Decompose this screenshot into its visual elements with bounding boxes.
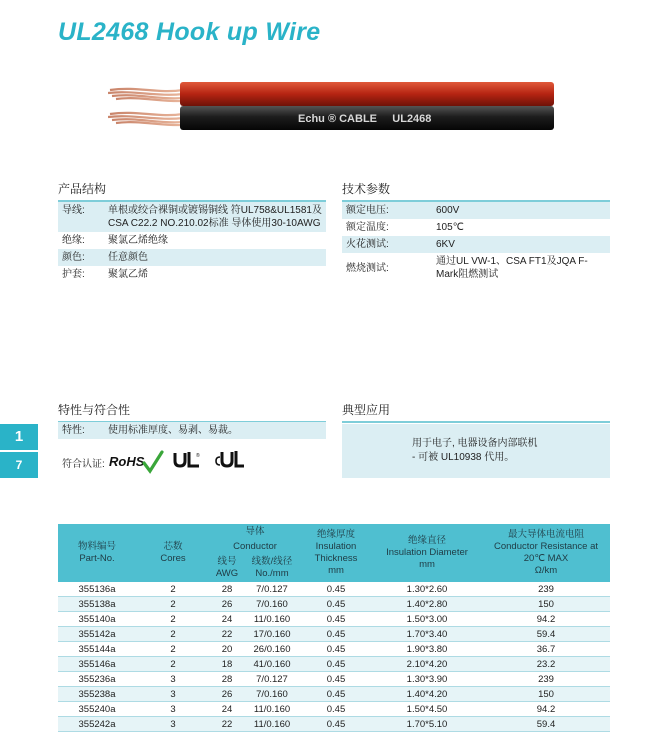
cell-cores: 2 (136, 612, 210, 627)
cul-mark-icon (214, 449, 246, 474)
header-cn: 芯数 (163, 541, 183, 552)
cell-diameter: 1.50*4.50 (372, 702, 482, 717)
cable-image (108, 80, 556, 132)
structure-heading: 产品结构 (58, 180, 326, 202)
col-diameter (372, 524, 482, 582)
row-value: 任意颜色 (108, 252, 148, 263)
col-conductor-en: Conductor (210, 540, 300, 554)
row-value: 600V (436, 205, 460, 216)
cell-cores: 2 (136, 582, 210, 597)
cell-strand: 7/0.127 (244, 582, 300, 597)
applications-heading: 典型应用 (342, 401, 610, 423)
cell-part-no: 355142a (58, 627, 136, 642)
col-awg (210, 554, 244, 582)
table-row (58, 717, 610, 732)
col-part (58, 524, 136, 582)
table-row (58, 642, 610, 657)
cell-awg: 28 (210, 582, 244, 597)
features-heading: 特性与符合性 (58, 401, 326, 423)
header-temp: 20℃ MAX (523, 553, 569, 564)
cell-diameter: 1.50*3.00 (372, 612, 482, 627)
applications-line-2: - 可被 UL10938 代用。 (412, 452, 515, 463)
cell-thickness: 0.45 (300, 687, 372, 702)
table-row (58, 597, 610, 612)
row-key: 额定温度: (346, 222, 389, 233)
cell-cores: 3 (136, 717, 210, 732)
cell-diameter: 1.90*3.80 (372, 642, 482, 657)
structure-row (58, 202, 326, 232)
cell-diameter: 1.40*2.80 (372, 597, 482, 612)
cell-part-no: 355236a (58, 672, 136, 687)
tech-row (342, 219, 610, 236)
col-resistance (482, 524, 610, 582)
cell-thickness: 0.45 (300, 597, 372, 612)
side-tab-bottom: 7 (0, 452, 38, 478)
cell-awg: 18 (210, 657, 244, 672)
cell-thickness: 0.45 (300, 702, 372, 717)
cell-resistance: 23.2 (482, 657, 610, 672)
cell-thickness: 0.45 (300, 612, 372, 627)
cell-resistance: 94.2 (482, 612, 610, 627)
cell-diameter: 2.10*4.20 (372, 657, 482, 672)
cell-resistance: 59.4 (482, 627, 610, 642)
table-row (58, 702, 610, 717)
cell-awg: 22 (210, 717, 244, 732)
row-value: 聚氯乙烯 (108, 269, 148, 280)
cell-resistance: 150 (482, 687, 610, 702)
cell-cores: 2 (136, 597, 210, 612)
table-row (58, 582, 610, 597)
cell-diameter: 1.70*5.10 (372, 717, 482, 732)
col-cores (136, 524, 210, 582)
row-value: 使用标准厚度、易剥、易裁。 (108, 425, 238, 436)
cell-strand: 7/0.160 (244, 687, 300, 702)
cell-awg: 26 (210, 597, 244, 612)
cell-part-no: 355146a (58, 657, 136, 672)
cell-strand: 26/0.160 (244, 642, 300, 657)
cell-strand: 11/0.160 (244, 612, 300, 627)
structure-row (58, 249, 326, 266)
header-en: Insulation Diameter (386, 547, 468, 558)
cell-resistance: 239 (482, 672, 610, 687)
header-en: Thickness (314, 553, 358, 564)
cell-part-no: 355242a (58, 717, 136, 732)
cell-strand: 7/0.160 (244, 597, 300, 612)
header-en: No./mm (255, 568, 289, 579)
features-rows (58, 422, 326, 439)
cell-thickness: 0.45 (300, 582, 372, 597)
row-key: 燃烧测试: (346, 262, 389, 274)
cell-cores: 2 (136, 642, 210, 657)
applications-line-1: 用于电子, 电器设备内部联机 (412, 438, 538, 449)
cell-part-no: 355138a (58, 597, 136, 612)
row-key: 火花测试: (346, 239, 389, 250)
cell-part-no: 355240a (58, 702, 136, 717)
rohs-text: RoHS (109, 454, 145, 469)
tech-rows (342, 202, 610, 283)
side-tab-top: 1 (0, 424, 38, 450)
ul-mark-icon (172, 449, 202, 474)
row-key: 特性: (62, 425, 85, 436)
tech-row (342, 202, 610, 219)
row-key: 颜色: (62, 252, 85, 263)
header-cn: 线数/线径 (251, 556, 293, 567)
page-title: UL2468 Hook up Wire (58, 18, 321, 46)
header-unit: mm (328, 565, 344, 576)
cell-strand: 17/0.160 (244, 627, 300, 642)
row-key: 护套: (62, 269, 85, 280)
cell-cores: 3 (136, 672, 210, 687)
cell-strand: 11/0.160 (244, 702, 300, 717)
cell-strand: 7/0.127 (244, 672, 300, 687)
tech-heading: 技术参数 (342, 180, 610, 202)
cell-awg: 28 (210, 672, 244, 687)
header-cn: 物料编号 (77, 541, 116, 552)
applications-box (342, 424, 610, 478)
structure-row (58, 232, 326, 249)
cell-awg: 22 (210, 627, 244, 642)
header-cn: 最大导体电流电阻 (507, 529, 584, 540)
row-value: 105℃ (436, 222, 464, 233)
cell-strand: 11/0.160 (244, 717, 300, 732)
col-conductor (210, 524, 300, 540)
cell-cores: 2 (136, 657, 210, 672)
cert-label: 符合认证: (62, 459, 105, 470)
cell-thickness: 0.45 (300, 627, 372, 642)
table-row (58, 627, 610, 642)
cable-print: Echu ® CABLE UL2468 (298, 113, 432, 125)
cell-cores: 3 (136, 687, 210, 702)
row-key: 额定电压: (346, 205, 389, 216)
cell-thickness: 0.45 (300, 642, 372, 657)
row-value: 通过UL VW-1、CSA FT1及JQA F-Mark阻燃测试 (436, 256, 588, 280)
row-key: 绝缘: (62, 235, 85, 246)
header-en: Cores (160, 553, 186, 564)
rohs-logo (108, 449, 164, 480)
row-value: 6KV (436, 239, 455, 250)
header-cn: 线号 (217, 556, 237, 567)
structure-row (58, 266, 326, 283)
header-cn: 绝缘厚度 (316, 529, 355, 540)
cell-diameter: 1.40*4.20 (372, 687, 482, 702)
cell-diameter: 1.30*2.60 (372, 582, 482, 597)
cell-cores: 3 (136, 702, 210, 717)
cell-part-no: 355140a (58, 612, 136, 627)
cell-awg: 26 (210, 687, 244, 702)
spec-table-body (58, 582, 610, 732)
cell-strand: 41/0.160 (244, 657, 300, 672)
col-thickness (300, 524, 372, 582)
cell-part-no: 355238a (58, 687, 136, 702)
spec-table (58, 524, 610, 732)
cell-resistance: 59.4 (482, 717, 610, 732)
row-value: 聚氯乙烯绝缘 (108, 235, 168, 246)
row-key: 导线: (62, 205, 85, 216)
structure-rows (58, 202, 326, 283)
cell-part-no: 355136a (58, 582, 136, 597)
cell-diameter: 1.70*3.40 (372, 627, 482, 642)
table-row (58, 687, 610, 702)
cell-part-no: 355144a (58, 642, 136, 657)
cell-thickness: 0.45 (300, 657, 372, 672)
cell-diameter: 1.30*3.90 (372, 672, 482, 687)
cell-thickness: 0.45 (300, 672, 372, 687)
cell-awg: 24 (210, 702, 244, 717)
header-en: AWG (215, 568, 239, 579)
tech-row (342, 253, 610, 283)
col-strand (244, 554, 300, 582)
header-en: Part-No. (79, 553, 115, 564)
header-cn: 导体 (245, 526, 265, 537)
features-row (58, 422, 326, 439)
header-unit: mm (419, 559, 435, 570)
cell-thickness: 0.45 (300, 717, 372, 732)
cell-cores: 2 (136, 627, 210, 642)
header-en: Conductor Resistance at (493, 541, 599, 552)
cell-resistance: 150 (482, 597, 610, 612)
table-row (58, 672, 610, 687)
cell-resistance: 239 (482, 582, 610, 597)
table-row (58, 657, 610, 672)
svg-text:®: ® (196, 453, 200, 459)
header-unit: Ω/km (534, 565, 558, 576)
table-row (58, 612, 610, 627)
row-value: 单根或绞合裸铜或镀锡铜线 符UL758&UL1581及CSA C22.2 NO.210.02标准 导体使用30-10AWG (108, 205, 322, 229)
cell-awg: 20 (210, 642, 244, 657)
cell-resistance: 36.7 (482, 642, 610, 657)
header-cn: 绝缘直径 (407, 535, 446, 546)
header-en: Insulation (315, 541, 357, 552)
cell-resistance: 94.2 (482, 702, 610, 717)
cell-awg: 24 (210, 612, 244, 627)
tech-row (342, 236, 610, 253)
